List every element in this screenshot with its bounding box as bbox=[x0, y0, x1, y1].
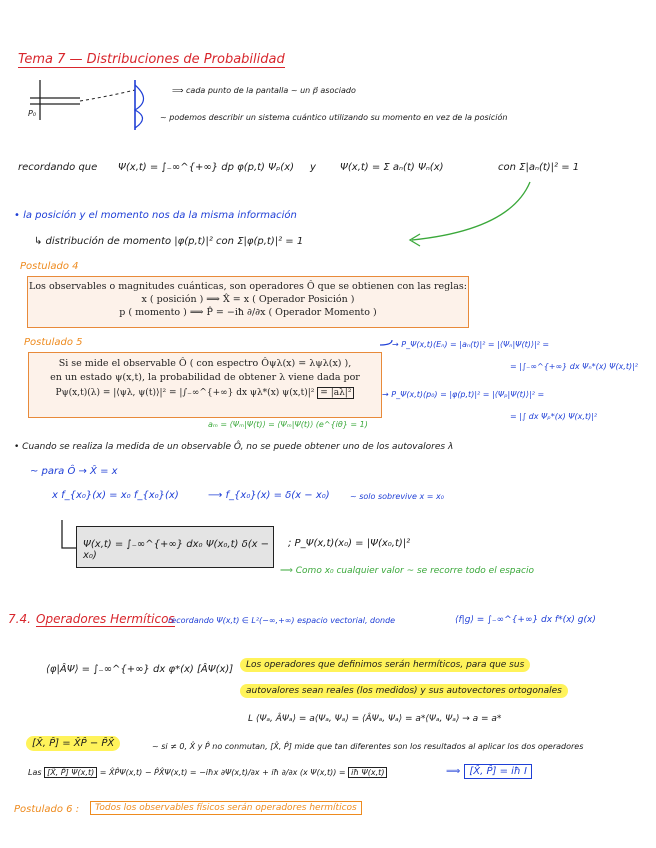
prob-momentum-1: → P_Ψ(x,t)(p₀) = |φ(p,t)|² = |⟨Ψₚ|Ψ(t)⟩|² = bbox=[382, 390, 545, 399]
section-number: 7.4. bbox=[8, 612, 31, 626]
l-arrow bbox=[62, 520, 76, 548]
recall-label: recordando que bbox=[18, 162, 98, 173]
postulado-5-line-2: en un estado ψ(x,t), la probabilidad de obtener λ viene dada por bbox=[50, 372, 360, 383]
green-note-space: ⟹ Como x₀ cualquier valor ~ se recorre todo el espacio bbox=[280, 566, 534, 576]
prob-momentum-2: = |∫ dx Ψₚ*(x) Ψ(x,t)|² bbox=[510, 412, 598, 421]
commutator-final: ⟹ [X̂, P̂] = iħ I bbox=[446, 766, 532, 777]
prob-energy-2: = |∫₋∞^{+∞} dx Ψₙ*(x) Ψ(x,t)|² bbox=[510, 362, 639, 371]
calc-line: Las [X̂, P̂] Ψ(x,t) = X̂P̂Ψ(x,t) − P̂X̂Ψ(x,t) = −iħx ∂Ψ(x,t)/∂x + iħ ∂/∂x (x Ψ(x,t)) = iħ Ψ(x,t) bbox=[28, 768, 387, 777]
postulado-4-box bbox=[27, 276, 469, 328]
commutator-note: ~ si ≠ 0, X̂ y P̂ no conmutan, [X̂, P̂] mide que tan diferentes son los resultados al aplicar los dos operadores bbox=[152, 742, 584, 751]
postulado-4-line-2: x ( posición ) ⟹ X̂ = x ( Operador Posición ) bbox=[141, 294, 355, 305]
expectation-integral: ⟨φ|ÂΨ⟩ = ∫₋∞^{+∞} dx φ*(x) [ÂΨ(x)] bbox=[46, 664, 234, 675]
recall-conj: y bbox=[310, 162, 316, 173]
survive-note: ~ solo sobrevive x = x₀ bbox=[350, 492, 444, 501]
section-recall-text: recordando Ψ(x,t) ∈ L²(−∞,+∞) espacio vectorial, donde bbox=[168, 616, 396, 625]
bullet-same-info: • la posición y el momento nos da la misma información bbox=[14, 210, 297, 221]
distribution-curve bbox=[135, 85, 144, 128]
calc-box-commutator: [X̂, P̂] Ψ(x,t) bbox=[44, 767, 97, 778]
boxed-delta-text: Ψ(x,t) = ∫₋∞^{+∞} dx₀ Ψ(x₀,t) δ(x − x₀) bbox=[83, 539, 270, 561]
recall-eq-3: con Σ|aₙ(t)|² = 1 bbox=[498, 162, 580, 173]
hermitic-highlight-1: Los operadores que definimos serán hermíticos, para que sus bbox=[240, 660, 530, 670]
intro-line-1: ⟹ cada punto de la pantalla ~ un p⃗ asociado bbox=[172, 86, 356, 95]
blue-connector-1 bbox=[380, 340, 392, 345]
eigen-equation: x f_{x₀}(x) = x₀ f_{x₀}(x) bbox=[52, 490, 179, 501]
postulado-5-line-3: Pψ(x,t)(λ) = |⟨ψλ, ψ(t)⟩|² = |∫₋∞^{+∞} dx ψλ*(x) ψ(x,t)|² = |aλ|² bbox=[29, 388, 381, 398]
inner-product: ⟨f|g⟩ = ∫₋∞^{+∞} dx f*(x) g(x) bbox=[455, 615, 596, 625]
intro-line-2: ~ podemos describir un sistema cuántico utilizando su momento en vez de la posición bbox=[160, 113, 508, 122]
postulado-5-box bbox=[28, 352, 382, 418]
postulado-5-under-note: aₘ = ⟨Ψₘ|Ψ(t)⟩ = ⟨Ψₘ|Ψ(t)⟩ (e^{iθ} = 1) bbox=[208, 420, 368, 429]
recall-eq-1: Ψ(x,t) = ∫₋∞^{+∞} dp φ(p,t) Ψₚ(x) bbox=[118, 162, 295, 173]
recall-eq-2: Ψ(x,t) = Σ aₙ(t) Ψₙ(x) bbox=[340, 162, 444, 173]
postulado-4-line-3: p ( momento ) ⟹ P̂ = −iħ ∂/∂x ( Operador Momento ) bbox=[119, 307, 377, 318]
screen-label: P₀ bbox=[28, 109, 37, 118]
postulado-5-line-1: Si se mide el observable Ô ( con espectro Ôψλ(x) = λψλ(x) ), bbox=[58, 358, 352, 369]
commutator-definition: [X̂, P̂] = X̂P̂ − P̂X̂ bbox=[26, 738, 120, 749]
boxed-delta-equation bbox=[76, 526, 274, 568]
delta-result: ⟶ f_{x₀}(x) = δ(x − x₀) bbox=[208, 490, 330, 501]
postulado-5-boxed-result: = |aλ|² bbox=[317, 387, 354, 399]
green-link-arrow bbox=[412, 182, 530, 240]
para-x-operator: ~ para Ô → X̂ = x bbox=[30, 466, 118, 477]
postulado-4-label: Postulado 4 bbox=[20, 261, 79, 272]
bullet-measurement: • Cuando se realiza la medida de un observable Ô, no se puede obtener uno de los autovalores λ bbox=[14, 442, 454, 452]
postulado-6-text: Todos los observables físicos serán operadores hermíticos bbox=[90, 803, 362, 813]
real-eigenvalue-proof: L ⟨Ψₐ, ÂΨₐ⟩ = a⟨Ψₐ, Ψₐ⟩ = ⟨ÂΨₐ, Ψₐ⟩ = a*⟨Ψₐ, Ψₐ⟩ → a = a* bbox=[248, 714, 502, 724]
postulado-6-label: Postulado 6 : bbox=[14, 804, 80, 815]
section-title: Operadores Hermíticos bbox=[36, 612, 175, 626]
momentum-distribution: ↳ distribución de momento |φ(p,t)|² con Σ|φ(p,t)|² = 1 bbox=[34, 236, 304, 247]
postulado-5-label: Postulado 5 bbox=[24, 337, 83, 348]
hermitic-highlight-2: autovalores sean reales (los medidos) y sus autovectores ortogonales bbox=[240, 686, 568, 696]
prob-energy-1: → P_Ψ(x,t)(Eₙ) = |aₙ(t)|² = |⟨Ψₙ|Ψ(t)⟩|² = bbox=[392, 340, 550, 349]
postulado-4-line-1: Los observables o magnitudes cuánticas, son operadores Ô que se obtienen con las reglas: bbox=[29, 281, 467, 292]
page-title: Tema 7 — Distribuciones de Probabilidad bbox=[18, 52, 285, 67]
calc-box-result: iħ Ψ(x,t) bbox=[348, 767, 387, 778]
ray-dashed bbox=[80, 90, 135, 101]
position-probability: ; P_Ψ(x,t)(x₀) = |Ψ(x₀,t)|² bbox=[288, 538, 411, 549]
